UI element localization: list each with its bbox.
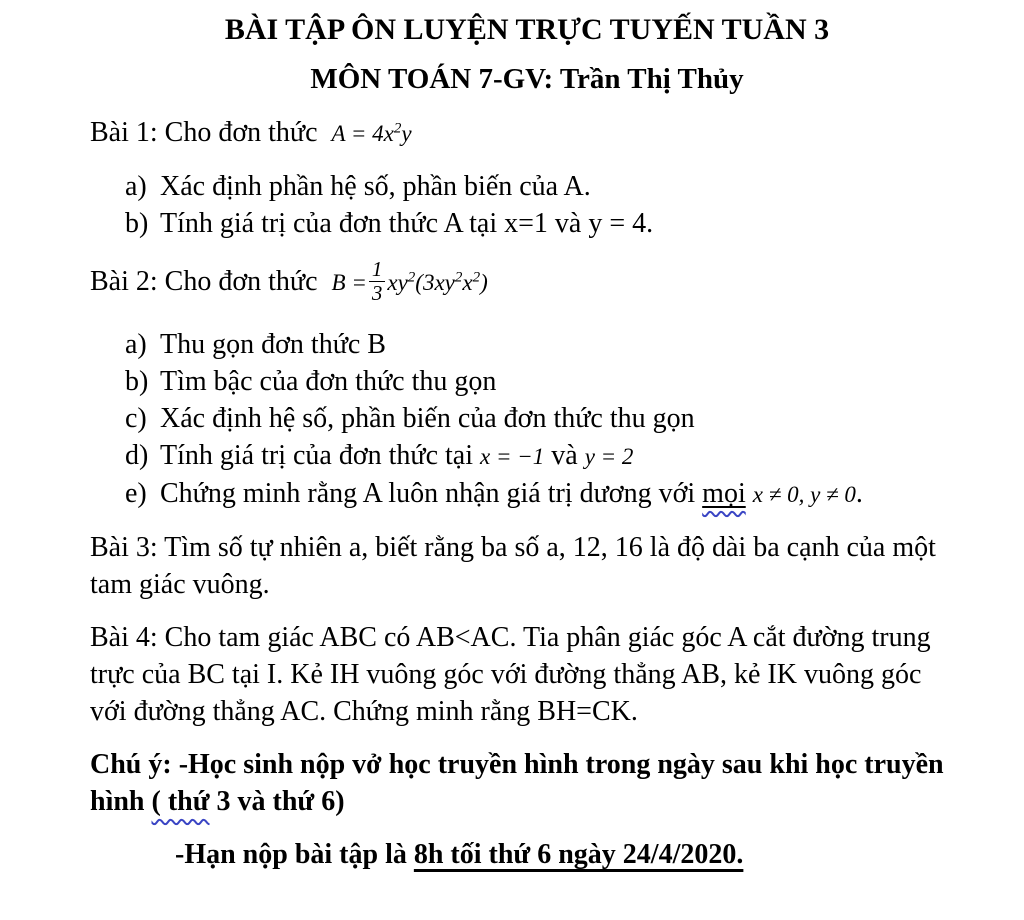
formula-x-equals-minus-1: x = −1	[480, 444, 545, 470]
item-text: Tính giá trị của đơn thức tại	[160, 440, 474, 472]
item-text: Thu gọn đơn thức B	[160, 329, 386, 361]
problem-2-intro	[90, 258, 964, 304]
item-label: d)	[125, 440, 149, 472]
formula-B: B = $\frac{1}{3}$ $xy^2(3xy^2x^2)$	[331, 257, 488, 305]
problem-2-item-d	[90, 437, 964, 475]
problem-1-items	[90, 168, 964, 242]
item-label: c)	[125, 403, 147, 435]
problem-4-text: Bài 4: Cho tam giác ABC có AB<AC. Tia phân giác góc A cắt đường trung trực của BC tại I. Kẻ IH vuông góc với đường thẳng AB, kẻ IK vuông góc với đường thẳng AC. Chứng minh rằng BH=CK.	[90, 622, 931, 728]
item-text: và	[551, 440, 578, 472]
item-text: Tìm bậc của đơn thức thu gọn	[160, 366, 497, 398]
formula-A: $A = 4x^2y$	[331, 120, 412, 146]
problem-1-item-b	[90, 205, 964, 242]
problem-2-item-a	[90, 326, 964, 363]
item-label: e)	[125, 478, 147, 510]
document-subtitle: MÔN TOÁN 7-GV: Trần Thị Thủy	[310, 63, 744, 95]
problem-2-item-c	[90, 400, 964, 437]
underlined-word: mọi	[702, 478, 746, 510]
spellcheck-underline: ( thứ	[151, 786, 210, 818]
item-label: a)	[125, 329, 147, 361]
formula-x-y-not-zero: x ≠ 0, y ≠ 0	[752, 482, 856, 508]
problem-1-intro	[90, 113, 964, 154]
problem-3-text: Bài 3: Tìm số tự nhiên a, biết rằng ba số a, 12, 16 là độ dài ba cạnh của một tam giác vuông.	[90, 532, 936, 601]
problem-2-items	[90, 326, 964, 513]
note-text: Chú ý: -Học sinh nộp vở học truyền hình trong ngày sau khi học truyền hình ( thứ 3 và thứ 6)	[90, 749, 944, 818]
item-text: Chứng minh rằng A luôn nhận giá trị dương với	[160, 478, 696, 510]
item-text: Tính giá trị của đơn thức A tại x=1 và y = 4.	[160, 208, 654, 239]
problem-1-intro-text: Bài 1: Cho đơn thức	[90, 117, 318, 148]
item-label: b)	[125, 208, 149, 239]
item-label: b)	[125, 366, 149, 398]
item-text: .	[855, 478, 863, 510]
document-title: BÀI TẬP ÔN LUYỆN TRỰC TUYẾN TUẦN 3	[224, 13, 830, 46]
problem-2-item-b	[90, 363, 964, 400]
deadline-text: -Hạn nộp bài tập là 8h tối thứ 6 ngày 24/4/2020.	[175, 839, 744, 871]
problem-1-item-a	[90, 168, 964, 205]
item-text: Xác định hệ số, phần biến của đơn thức thu gọn	[160, 403, 695, 435]
deadline-underlined-date: 8h tối thứ 6 ngày 24/4/2020.	[413, 839, 744, 871]
spellcheck-underline	[702, 478, 746, 509]
problem-2-item-e	[90, 475, 964, 513]
formula-y-equals-2: y = 2	[584, 444, 634, 470]
item-text: Xác định phần hệ số, phần biến của A.	[160, 171, 591, 202]
item-label: a)	[125, 171, 147, 202]
problem-2-intro-text: Bài 2: Cho đơn thức	[90, 266, 318, 298]
fraction-one-third: $\frac{1}{3}$	[369, 258, 386, 304]
